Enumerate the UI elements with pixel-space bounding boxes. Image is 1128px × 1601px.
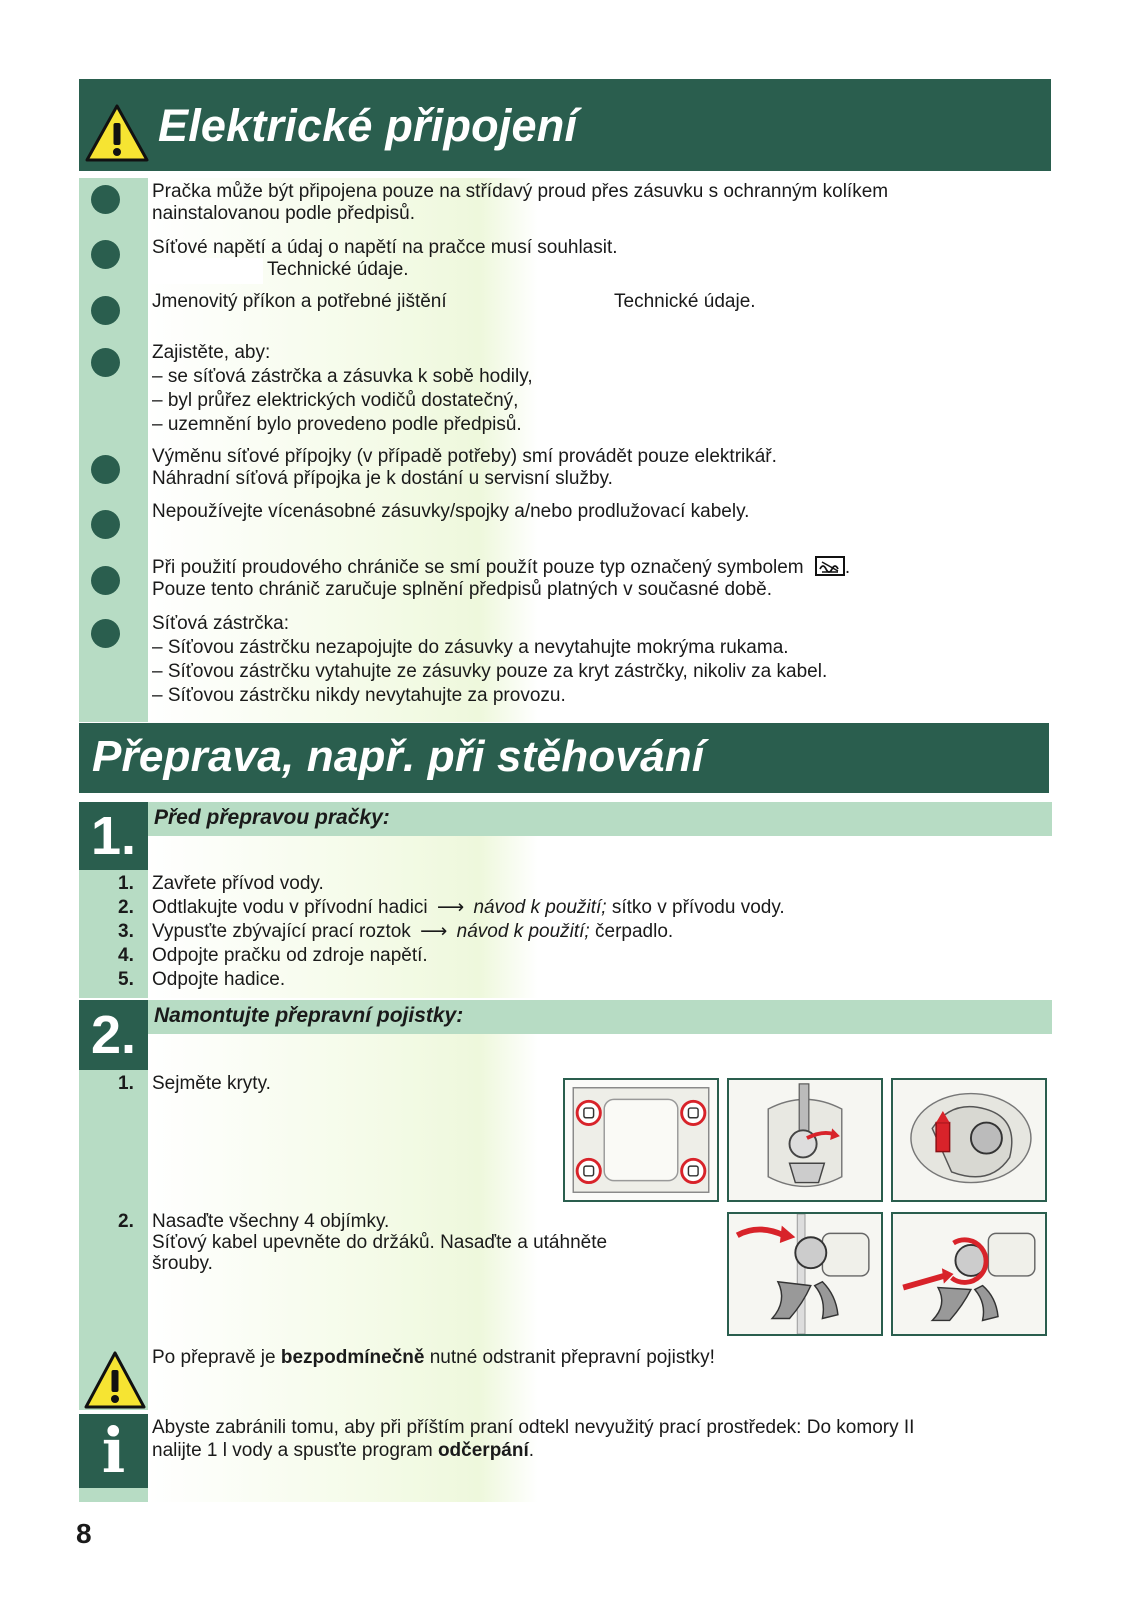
- paragraph-line: nainstalovanou podle předpisů.: [152, 203, 416, 224]
- bullet: [91, 348, 120, 377]
- list-text: čerpadlo.: [595, 921, 674, 942]
- warning-text-part: Po přepravě je: [152, 1347, 276, 1368]
- left-stripe: [79, 1488, 148, 1502]
- paragraph-line: – byl průřez elektrických vodičů dostatečný,: [152, 390, 519, 411]
- list-item: [152, 896, 785, 920]
- paragraph-line: – Síťovou zástrčku nikdy nevytahujte za provozu.: [152, 685, 566, 706]
- paragraph-line: Zajistěte, aby:: [152, 342, 271, 363]
- bullet: [91, 185, 120, 214]
- redaction-box: [150, 258, 263, 284]
- paragraph-line: – Síťovou zástrčku vytahujte ze zásuvky pouze za kryt zástrčky, nikoliv za kabel.: [152, 661, 828, 682]
- list-item: Sejměte kryty.: [152, 1073, 271, 1094]
- bullet: [91, 455, 120, 484]
- manual-reference: návod k použití;: [473, 897, 607, 918]
- bullet: [91, 619, 120, 648]
- warning-triangle-icon: [83, 1350, 147, 1410]
- list-item: Odpojte pračku od zdroje napětí.: [152, 945, 428, 966]
- list-number: 2.: [118, 1211, 134, 1232]
- info-line: [152, 1439, 534, 1463]
- list-item: Síťový kabel upevněte do držáků. Nasaďte a utáhněte: [152, 1232, 608, 1253]
- paragraph-line: – Síťovou zástrčku nezapojujte do zásuvky a nevytahujte mokrýma rukama.: [152, 637, 789, 658]
- paragraph-line: Technické údaje.: [614, 291, 756, 312]
- list-number: 3.: [118, 921, 134, 942]
- step-number-1: 1.: [79, 802, 148, 870]
- rcd-symbol-icon: [815, 556, 845, 583]
- paragraph-line: Pouze tento chránič zaručuje splnění předpisů platných v současné době.: [152, 579, 773, 600]
- illustration-tighten-screws: [891, 1212, 1047, 1336]
- list-text: Vypusťte zbývající prací roztok: [152, 921, 411, 942]
- bullet: [91, 296, 120, 325]
- bullet: [91, 566, 120, 595]
- bullet: [91, 240, 120, 269]
- warning-text: [152, 1346, 715, 1370]
- list-item: Odpojte hadice.: [152, 969, 286, 990]
- info-text-part: .: [528, 1440, 535, 1461]
- list-item: šrouby.: [152, 1253, 213, 1274]
- list-number: 1.: [118, 1073, 134, 1094]
- illustration-remove-cover-detail: [891, 1078, 1047, 1202]
- list-number: 1.: [118, 873, 134, 894]
- step-title-2: Namontujte přepravní pojistky:: [154, 1004, 464, 1027]
- list-number: 4.: [118, 945, 134, 966]
- bullet: [91, 510, 120, 539]
- list-item: Nasaďte všechny 4 objímky.: [152, 1211, 390, 1232]
- warning-text-part: nutné odstranit přepravní pojistky!: [429, 1347, 715, 1368]
- step-number-2: 2.: [79, 1000, 148, 1070]
- list-item: [152, 920, 673, 944]
- manual-reference: návod k použití;: [456, 921, 590, 942]
- paragraph-line: Nepoužívejte vícenásobné zásuvky/spojky a/nebo prodlužovací kabely.: [152, 501, 750, 522]
- illustration-insert-sleeves: [727, 1212, 883, 1336]
- info-line: Abyste zabránili tomu, aby při příštím praní odtekl nevyužitý prací prostředek: Do komory II: [152, 1417, 915, 1438]
- info-icon: [79, 1414, 148, 1488]
- info-glyph: i: [101, 1414, 126, 1487]
- section-title-transport: Přeprava, např. při stěhování: [92, 732, 705, 781]
- list-number: 5.: [118, 969, 134, 990]
- warning-triangle-icon: [84, 103, 150, 163]
- list-text: Odtlakujte vodu v přívodní hadici: [152, 897, 428, 918]
- list-text: sítko v přívodu vody.: [611, 897, 785, 918]
- illustration-unscrew: [727, 1078, 883, 1202]
- paragraph-text: Při použití proudového chrániče se smí použít pouze typ označený symbolem: [152, 557, 804, 578]
- paragraph-line: Výměnu síťové přípojky (v případě potřeby) smí provádět pouze elektrikář.: [152, 446, 777, 467]
- paragraph-text: .: [844, 557, 851, 578]
- section-title-electrical: Elektrické připojení: [158, 100, 578, 151]
- paragraph-line: – se síťová zástrčka a zásuvka k sobě hodily,: [152, 366, 533, 387]
- paragraph-line: Náhradní síťová přípojka je k dostání u servisní služby.: [152, 468, 613, 489]
- illustration-remove-covers: [563, 1078, 719, 1202]
- paragraph-line: Jmenovitý příkon a potřebné jištění: [152, 291, 447, 312]
- paragraph-line: Síťové napětí a údaj o napětí na pračce musí souhlasit.: [152, 237, 618, 258]
- arrow-right-icon: ⟶: [420, 921, 448, 942]
- step-title-1: Před přepravou pračky:: [154, 806, 390, 829]
- paragraph-line: Pračka může být připojena pouze na střídavý proud přes zásuvku s ochranným kolíkem: [152, 181, 889, 202]
- program-name: odčerpání: [437, 1440, 529, 1461]
- left-stripe: [79, 870, 148, 998]
- list-number: 2.: [118, 897, 134, 918]
- warning-emphasis: bezpodmínečně: [280, 1347, 425, 1368]
- paragraph-line: – uzemnění bylo provedeno podle předpisů.: [152, 414, 522, 435]
- info-text-part: nalijte 1 l vody a spusťte program: [152, 1440, 433, 1461]
- arrow-right-icon: ⟶: [436, 897, 465, 918]
- page-number: 8: [76, 1518, 92, 1549]
- list-item: Zavřete přívod vody.: [152, 873, 324, 894]
- paragraph-line: Síťová zástrčka:: [152, 613, 290, 634]
- paragraph-line: Technické údaje.: [267, 259, 409, 280]
